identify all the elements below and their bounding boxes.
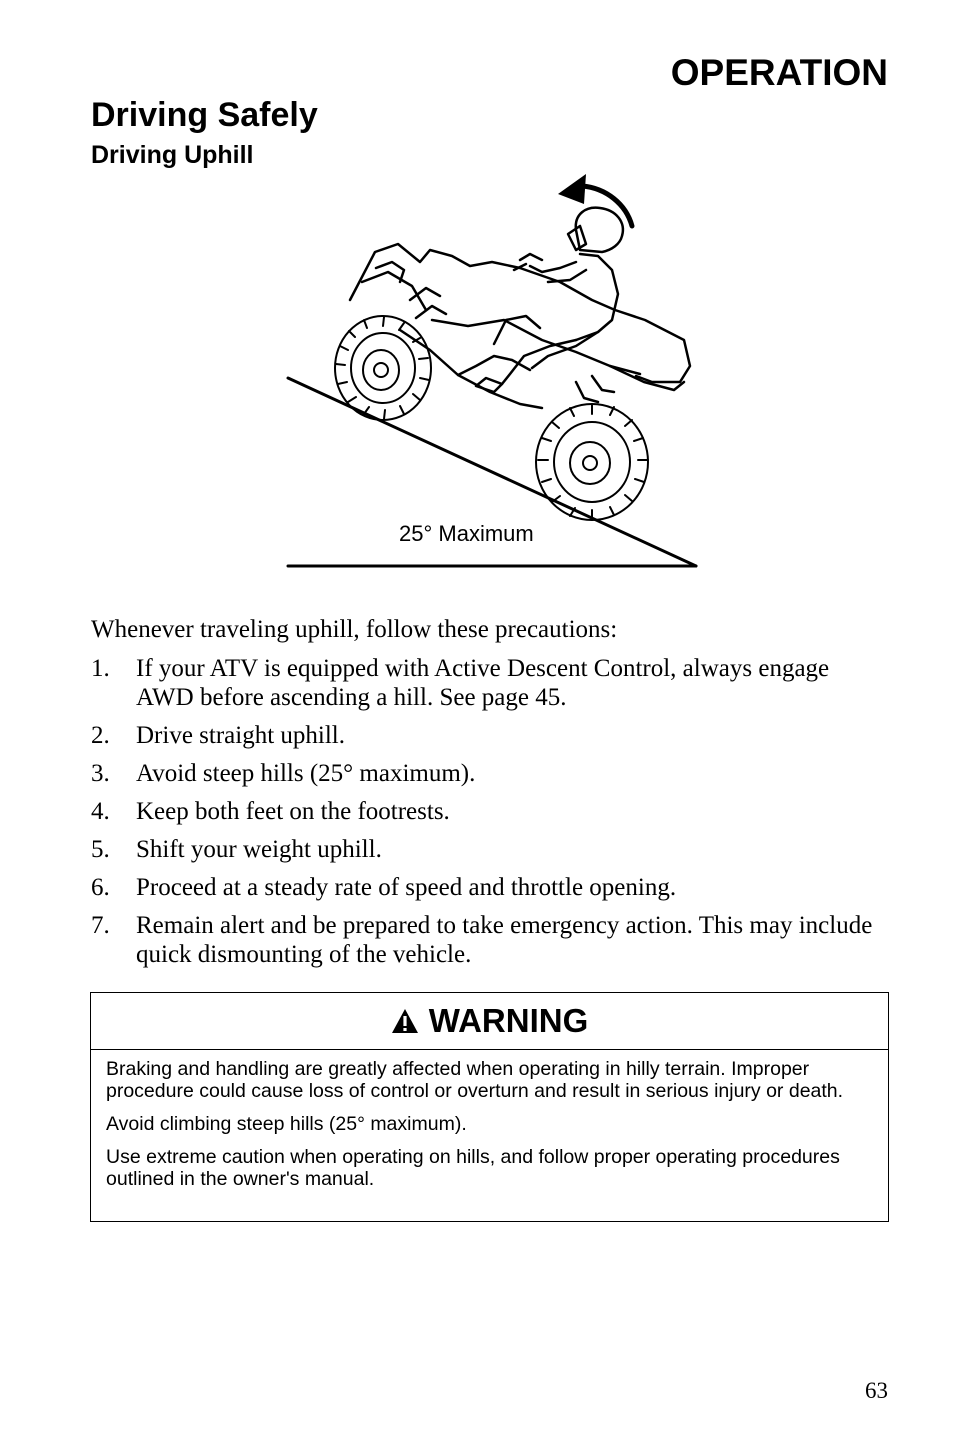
warning-header <box>91 993 888 1050</box>
list-number: 4. <box>91 798 110 825</box>
list-number: 1. <box>91 655 110 682</box>
list-number: 2. <box>91 722 110 749</box>
atv-uphill-illustration <box>280 170 710 580</box>
warning-triangle-icon <box>391 1008 419 1034</box>
precaution-list <box>91 654 881 978</box>
page-subtitle: Driving Uphill <box>91 141 254 169</box>
page-title: Driving Safely <box>91 96 318 134</box>
angle-label: 25° Maximum <box>399 521 534 546</box>
list-item <box>91 873 881 902</box>
list-number: 7. <box>91 912 110 939</box>
warning-paragraph: Braking and handling are greatly affected when operating in hilly terrain. Improper procedure could cause loss of control or overturn and result in serious injury or death. <box>106 1058 844 1102</box>
list-item <box>91 759 881 788</box>
list-text: Avoid steep hills (25° maximum). <box>136 760 476 787</box>
list-item <box>91 797 881 826</box>
list-text: Drive straight uphill. <box>136 722 345 749</box>
section-header: OPERATION <box>670 52 888 93</box>
list-text: Remain alert and be prepared to take emergency action. This may include quick dismounting of the vehicle. <box>136 912 873 968</box>
list-text: Proceed at a steady rate of speed and throttle opening. <box>136 874 677 901</box>
list-text: Shift your weight uphill. <box>136 836 382 863</box>
warning-box <box>90 992 889 1222</box>
warning-heading: WARNING <box>428 1002 589 1039</box>
list-number: 6. <box>91 874 110 901</box>
list-item <box>91 654 881 712</box>
list-number: 5. <box>91 836 110 863</box>
list-item <box>91 835 881 864</box>
warning-paragraph: Avoid climbing steep hills (25° maximum). <box>106 1113 467 1135</box>
page-number: 63 <box>865 1378 888 1403</box>
list-item <box>91 911 881 969</box>
list-text: Keep both feet on the footrests. <box>136 798 450 825</box>
warning-body <box>91 1050 888 1190</box>
list-number: 3. <box>91 760 110 787</box>
list-item <box>91 721 881 750</box>
intro-text: Whenever traveling uphill, follow these precautions: <box>91 616 618 643</box>
warning-paragraph: Use extreme caution when operating on hills, and follow proper operating procedures outlined in the owner's manual. <box>106 1146 840 1190</box>
list-text: If your ATV is equipped with Active Descent Control, always engage AWD before ascending a hill. See page 45. <box>136 655 830 711</box>
